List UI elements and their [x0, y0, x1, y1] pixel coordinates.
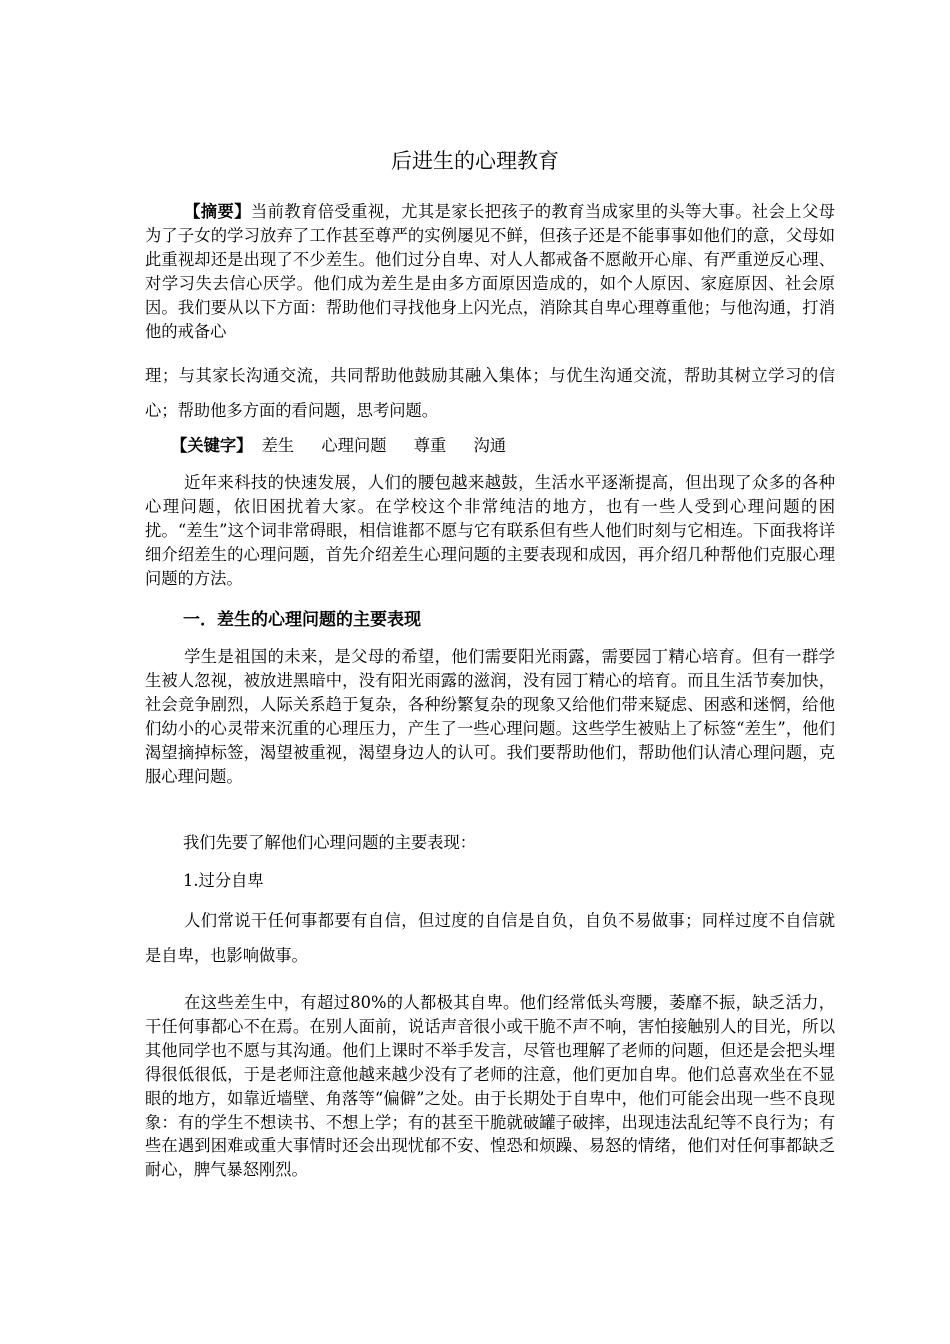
document-title: 后进生的心理教育: [391, 149, 559, 173]
lead-in-text: 我们先要了解他们心理问题的主要表现：: [183, 833, 477, 852]
keywords-label: 【关键字】: [171, 436, 253, 455]
intro-paragraph: 近年来科技的快速发展，人们的腰包越来越鼓，生活水平逐渐提高，但出现了众多的各种心理问题，依旧困扰着大家。在学校这个非常纯洁的地方，也有一些人受到心理问题的困扰。“差生”这个词非常碍眼，相信谁都不愿与它有联系但有些人他们时刻与它相连。下面我将详细介绍差生的心理问题，首先介绍差生心理问题的主要表现和成因，再介绍几种帮他们克服心理问题的方法。: [145, 473, 835, 588]
abstract-continuation: 理；与其家长沟通交流，共同帮助他鼓励其融入集体；与优生沟通交流，帮助其树立学习的信心；帮助他多方面的看问题，思考问题。: [145, 366, 835, 420]
item1-detail-paragraph: 在这些差生中，有超过80%的人都极其自卑。他们经常低头弯腰，萎靡不振，缺乏活力，干任何事都心不在焉。在别人面前，说话声音很小或干脆不声不响，害怕接触别人的目光，所以其他同学也不愿与其沟通。他们上课时不举手发言，尽管也理解了老师的问题，但还是会把头埋得很低很低，于是老师注意他越来越少没有了老师的注意，他们更加自卑。他们总喜欢坐在不显眼的地方，如靠近墙壁、角落等“偏僻”之处。由于长期处于自卑中，他们可能会出现一些不良现象：有的学生不想读书、不想上学；有的甚至干脆就破罐子破摔，出现违法乱纪等不良行为；有些在遇到困难或重大事情时还会出现忧郁不安、惶恐和烦躁、易怒的情绪，他们对任何事都缺乏耐心，脾气暴怒刚烈。: [145, 993, 835, 1180]
section1-heading: 一．差生的心理问题的主要表现: [183, 610, 421, 630]
keywords-line: [171, 434, 528, 458]
abstract-paragraph: [145, 200, 835, 343]
abstract-label: 【摘要】: [184, 202, 251, 221]
keyword-item: 尊重: [413, 436, 447, 455]
item1-heading: 1.过分自卑: [183, 871, 264, 890]
keyword-item: 沟通: [473, 436, 507, 455]
section1-paragraph: 学生是祖国的未来，是父母的希望，他们需要阳光雨露，需要园丁精心培育。但有一群学生被人忽视，被放进黑暗中，没有阳光雨露的滋润，没有园丁精心的培育。而且生活节奏加快，社会竞争剧烈，人际关系趋于复杂，各种纷繁复杂的现象又给他们带来疑虑、困惑和迷惘，给他们幼小的心灵带来沉重的心理压力，产生了一些心理问题。这些学生被贴上了标签“差生”，他们渴望摘掉标签，渴望被重视，渴望身边人的认可。我们要帮助他们，帮助他们认清心理问题，克服心理问题。: [145, 647, 835, 786]
keyword-item: 差生: [261, 436, 295, 455]
keyword-item: 心理问题: [321, 436, 387, 455]
item1-paragraph: 人们常说干任何事都要有自信，但过度的自信是自负，自负不易做事；同样过度不自信就是自卑，也影响做事。: [145, 911, 835, 965]
abstract-text: 当前教育倍受重视，尤其是家长把孩子的教育当成家里的头等大事。社会上父母为了子女的学习放弃了工作甚至尊严的实例屡见不鲜，但孩子还是不能事事如他们的意，父母如此重视却还是出现了不少差生。他们过分自卑、对人人都戒备不愿敞开心扉、有严重逆反心理、对学习失去信心厌学。他们成为差生是由多方面原因造成的，如个人原因、家庭原因、社会原因。我们要从以下方面：帮助他们寻找他身上闪光点，消除其自卑心理尊重他；与他沟通，打消他的戒备心: [145, 202, 835, 341]
